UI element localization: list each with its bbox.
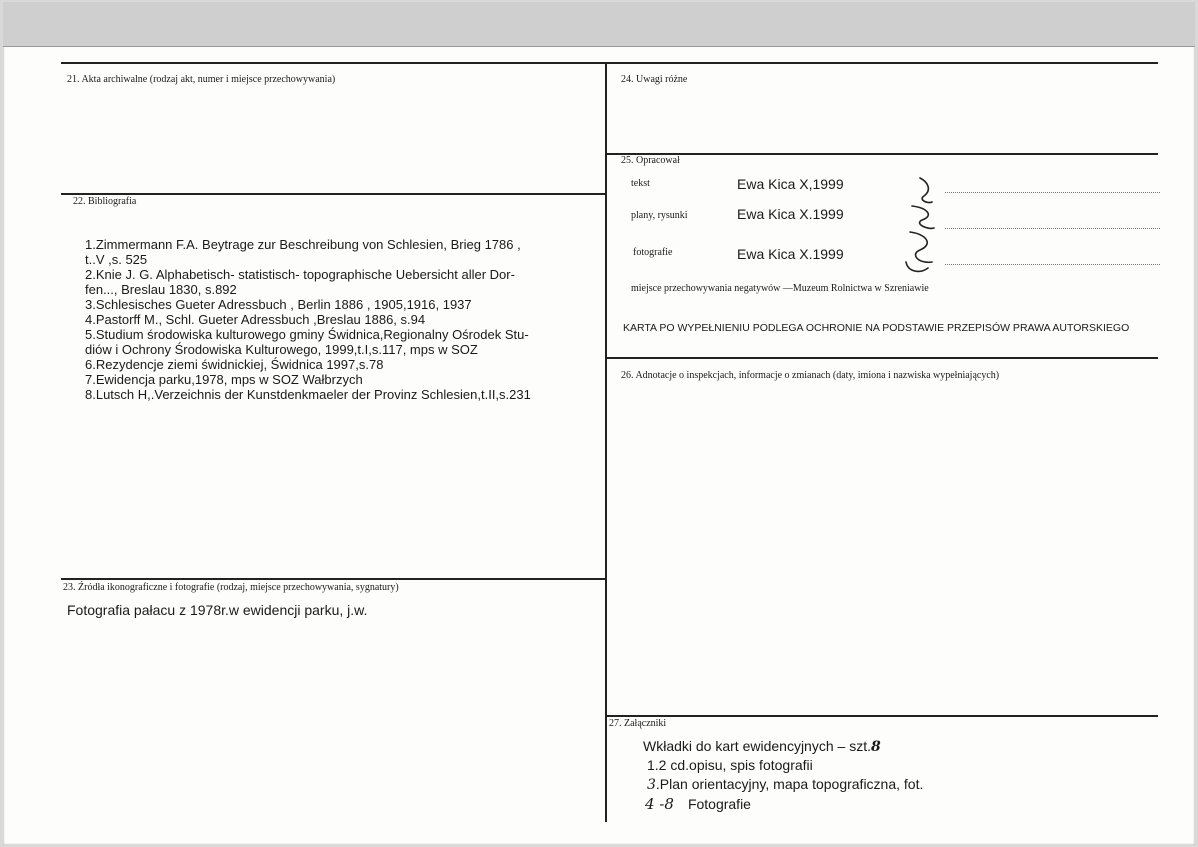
handwritten-count: 8	[870, 739, 881, 755]
attachments-line-2: 1.2 cd.opisu, spis fotografii	[647, 757, 813, 773]
section-23-header: 23. Źródła ikonograficzne i fotografie (rodzaj, miejsce przechowywania, sygnatury)	[63, 582, 399, 593]
author-plany: Ewa Kica X.1999	[737, 206, 844, 222]
rule-25	[607, 153, 1158, 155]
negatives-location: miejsce przechowywania negatywów —Muzeum Rolnictwa w Szreniawie	[631, 283, 929, 294]
attachments-text: Fotografie	[687, 796, 751, 812]
center-divider	[605, 62, 607, 822]
section-26-header: 26. Adnotacje o inspekcjach, informacje o zmianach (daty, imiona i nazwiska wypełniających)	[621, 370, 1000, 381]
bibliography-line: 7.Ewidencja parku,1978, mps w SOZ Wałbrzych	[85, 372, 363, 387]
author-fotografie: Ewa Kica X.1999	[737, 246, 844, 262]
author-tekst: Ewa Kica X,1999	[737, 176, 844, 192]
attachments-line-1	[643, 738, 881, 755]
bibliography-line: diów i Ochrony Środowiska Kulturowego, 1999,t.I,s.117, mps w SOZ	[85, 342, 478, 357]
attachments-line-3	[647, 776, 923, 793]
bibliography-line: t..V ,s. 525	[85, 252, 148, 267]
handwritten-number: 3	[647, 777, 656, 793]
rule-26	[607, 357, 1158, 359]
signature-line	[945, 192, 1160, 193]
bibliography-line: 3.Schlesisches Gueter Adressbuch , Berlin 1886 , 1905,1916, 1937	[85, 297, 472, 312]
rule-23	[61, 578, 605, 580]
signature-line	[945, 264, 1160, 265]
bibliography-line: 2.Knie J. G. Alphabetisch- statistisch- topographische Uebersicht aller Dor-	[85, 267, 515, 282]
label-fotografie: fotografie	[633, 247, 673, 258]
section-24-header: 24. Uwagi różne	[621, 74, 688, 85]
handwritten-range: 4 -8	[645, 795, 674, 813]
attachments-line-4	[645, 795, 751, 813]
label-tekst: tekst	[631, 178, 650, 189]
label-plany: plany, rysunki	[631, 210, 688, 221]
form-sheet	[3, 2, 1195, 845]
section-22-header: 22. Bibliografia	[73, 196, 137, 207]
bibliography-line: 8.Lutsch H,.Verzeichnis der Kunstdenkmaeler der Provinz Schlesien,t.II,s.231	[85, 387, 531, 402]
copyright-notice: KARTA PO WYPEŁNIENIU PODLEGA OCHRONIE NA PODSTAWIE PRZEPISÓW PRAWA AUTORSKIEGO	[623, 322, 1130, 334]
handwritten-signature	[898, 172, 942, 278]
section-21-header: 21. Akta archiwalne (rodzaj akt, numer i miejsce przechowywania)	[67, 74, 336, 85]
bibliography-line: 4.Pastorff M., Schl. Gueter Adressbuch ,Breslau 1886, s.94	[85, 312, 426, 327]
rule-27	[607, 715, 1158, 717]
bibliography-line: 6.Rezydencje ziemi świdnickiej, Świdnica 1997,s.78	[85, 357, 384, 372]
section-27-header: 27. Załączniki	[609, 718, 667, 729]
top-rule	[61, 62, 1158, 64]
bibliography-line: fen..., Breslau 1830, s.892	[85, 282, 237, 297]
rule-22	[61, 193, 605, 195]
section-25-header: 25. Opracował	[621, 155, 680, 166]
bibliography-line: 1.Zimmermann F.A. Beytrage zur Beschreibung von Schlesien, Brieg 1786 ,	[85, 237, 521, 252]
bibliography-line: 5.Studium środowiska kulturowego gminy Świdnica,Regionalny Ośrodek Stu-	[85, 327, 529, 342]
bibliography-list	[85, 237, 531, 402]
iconography-text: Fotografia pałacu z 1978r.w ewidencji parku, j.w.	[67, 602, 368, 618]
attachments-text: Wkładki do kart ewidencyjnych – szt.	[643, 738, 871, 754]
attachments-text: .Plan orientacyjny, mapa topograficzna, fot.	[655, 776, 924, 792]
scan-top-margin	[3, 2, 1195, 47]
signature-line	[945, 228, 1160, 229]
